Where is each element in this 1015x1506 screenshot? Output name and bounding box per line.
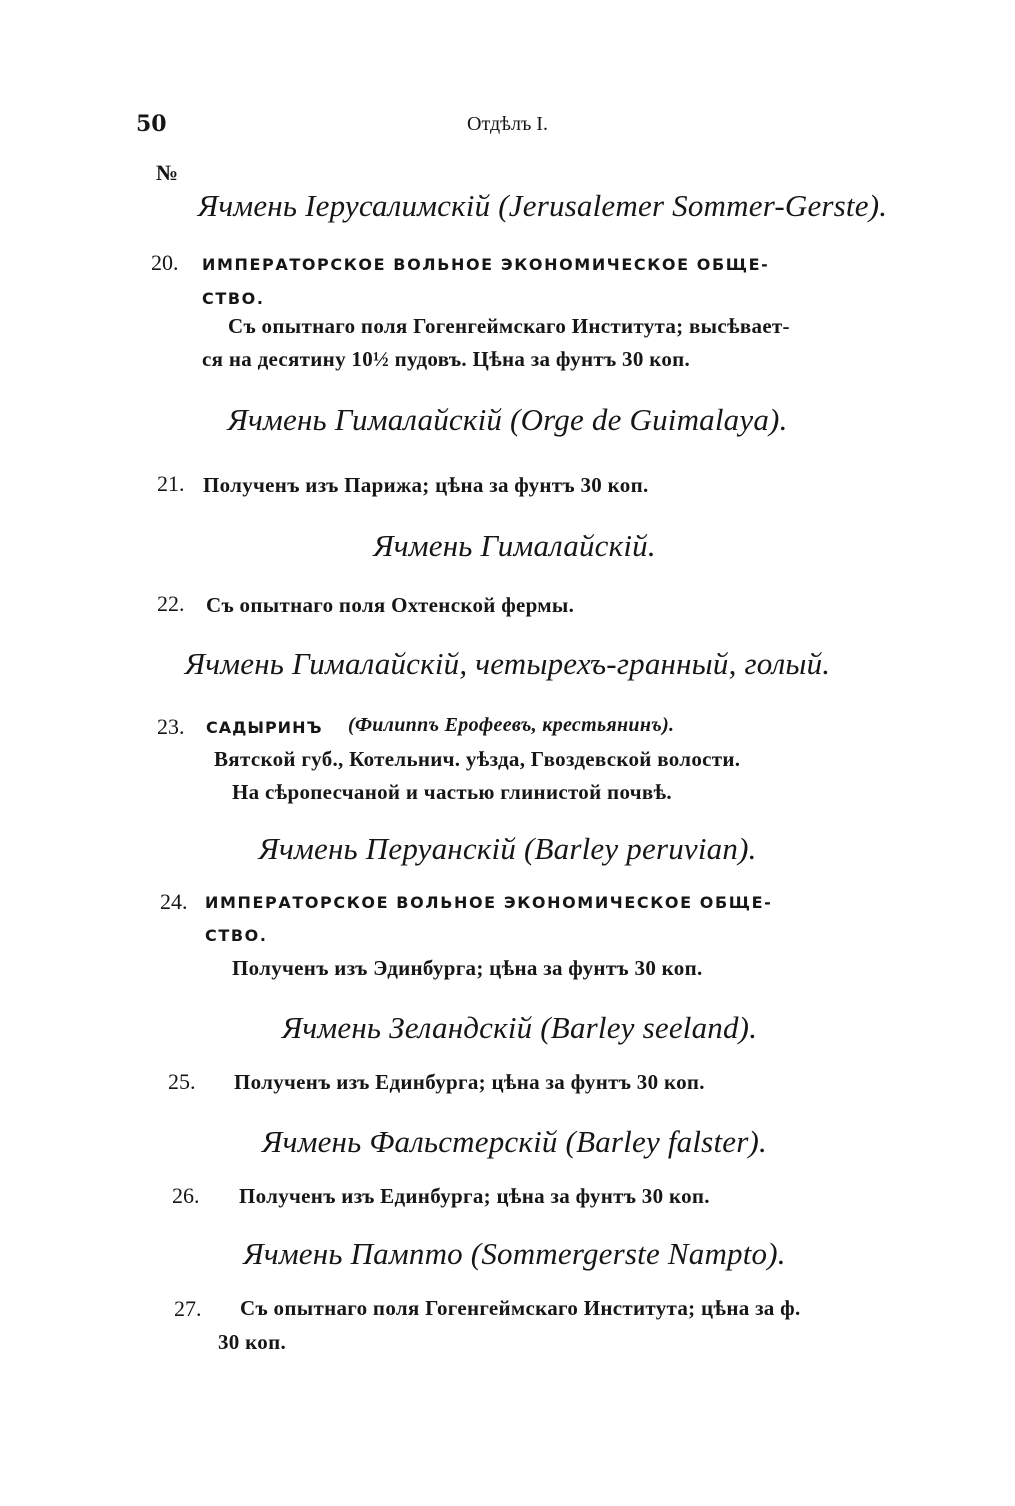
entry-text: Полученъ изъ Единбурга; цѣна за фунтъ 30 коп. [234,1070,705,1094]
entry-text-line2: На сѣропесчаной и частью глинистой почвѣ. [232,780,672,804]
entry-number: 26. [172,1183,200,1208]
entry-text-line1: Вятской губ., Котельнич. уѣзда, Гвоздевской волости. [214,747,741,771]
society-name-line2: СТВО. [205,926,268,945]
entry-number: 24. [160,889,188,914]
entry-number: 27. [174,1296,202,1321]
section-heading-himalayan-orge: Ячмень Гималайскiй (Orge de Guimalaya). [227,402,788,437]
entry-text-line1: Съ опытнаго поля Гогенгеймскаго Института; высѣвает- [228,314,790,338]
section-heading-himalayan-four-row: Ячмень Гималайскiй, четырехъ-гранный, голый. [184,646,831,681]
section-heading-falster: Ячмень Фальстерскiй (Barley falster). [262,1124,767,1159]
entry-text: Полученъ изъ Единбурга; цѣна за фунтъ 30 коп. [239,1184,710,1208]
number-sign: № [156,160,179,185]
person-note: (Филиппъ Ерофеевъ, крестьянинъ). [348,714,675,736]
section-heading-jerusalem: Ячмень Iерусалимскiй (Jerusalemer Sommer-Gerste). [197,188,888,223]
section-heading-peruvian: Ячмень Перуанскiй (Barley peruvian). [258,831,757,866]
person-name: САДЫРИНЪ [206,718,323,737]
entry-number: 23. [157,714,185,739]
society-name-line1: ИМПЕРАТОРСКОЕ ВОЛЬНОЕ ЭКОНОМИЧЕСКОЕ ОБЩЕ- [205,893,773,912]
entry-text: Съ опытнаго поля Охтенской фермы. [206,593,575,617]
section-heading-himalayan: Ячмень Гималайскiй. [373,528,656,563]
page-number: 50 [136,111,167,137]
entry-text: Полученъ изъ Парижа; цѣна за фунтъ 30 коп. [203,473,649,497]
society-name-line1: ИМПЕРАТОРСКОЕ ВОЛЬНОЕ ЭКОНОМИЧЕСКОЕ ОБЩЕ- [202,255,770,274]
running-title: Отдѣлъ I. [467,113,548,135]
entry-number: 20. [151,250,179,275]
section-heading-nampto: Ячмень Пампто (Sommergerste Nampto). [243,1236,786,1271]
entry-number: 25. [168,1069,196,1094]
section-heading-seeland: Ячмень Зеландскiй (Barley seeland). [281,1010,758,1045]
entry-text-line2: 30 коп. [218,1330,287,1354]
entry-text-line1: Съ опытнаго поля Гогенгеймскаго Института; цѣна за ф. [240,1296,801,1320]
entry-number: 22. [157,591,185,616]
entry-text-line2: ся на десятину 10½ пудовъ. Цѣна за фунтъ 30 коп. [202,347,691,371]
entry-text: Полученъ изъ Эдинбурга; цѣна за фунтъ 30 коп. [232,956,703,980]
entry-number: 21. [157,471,185,496]
society-name-line2: СТВО. [202,289,265,308]
